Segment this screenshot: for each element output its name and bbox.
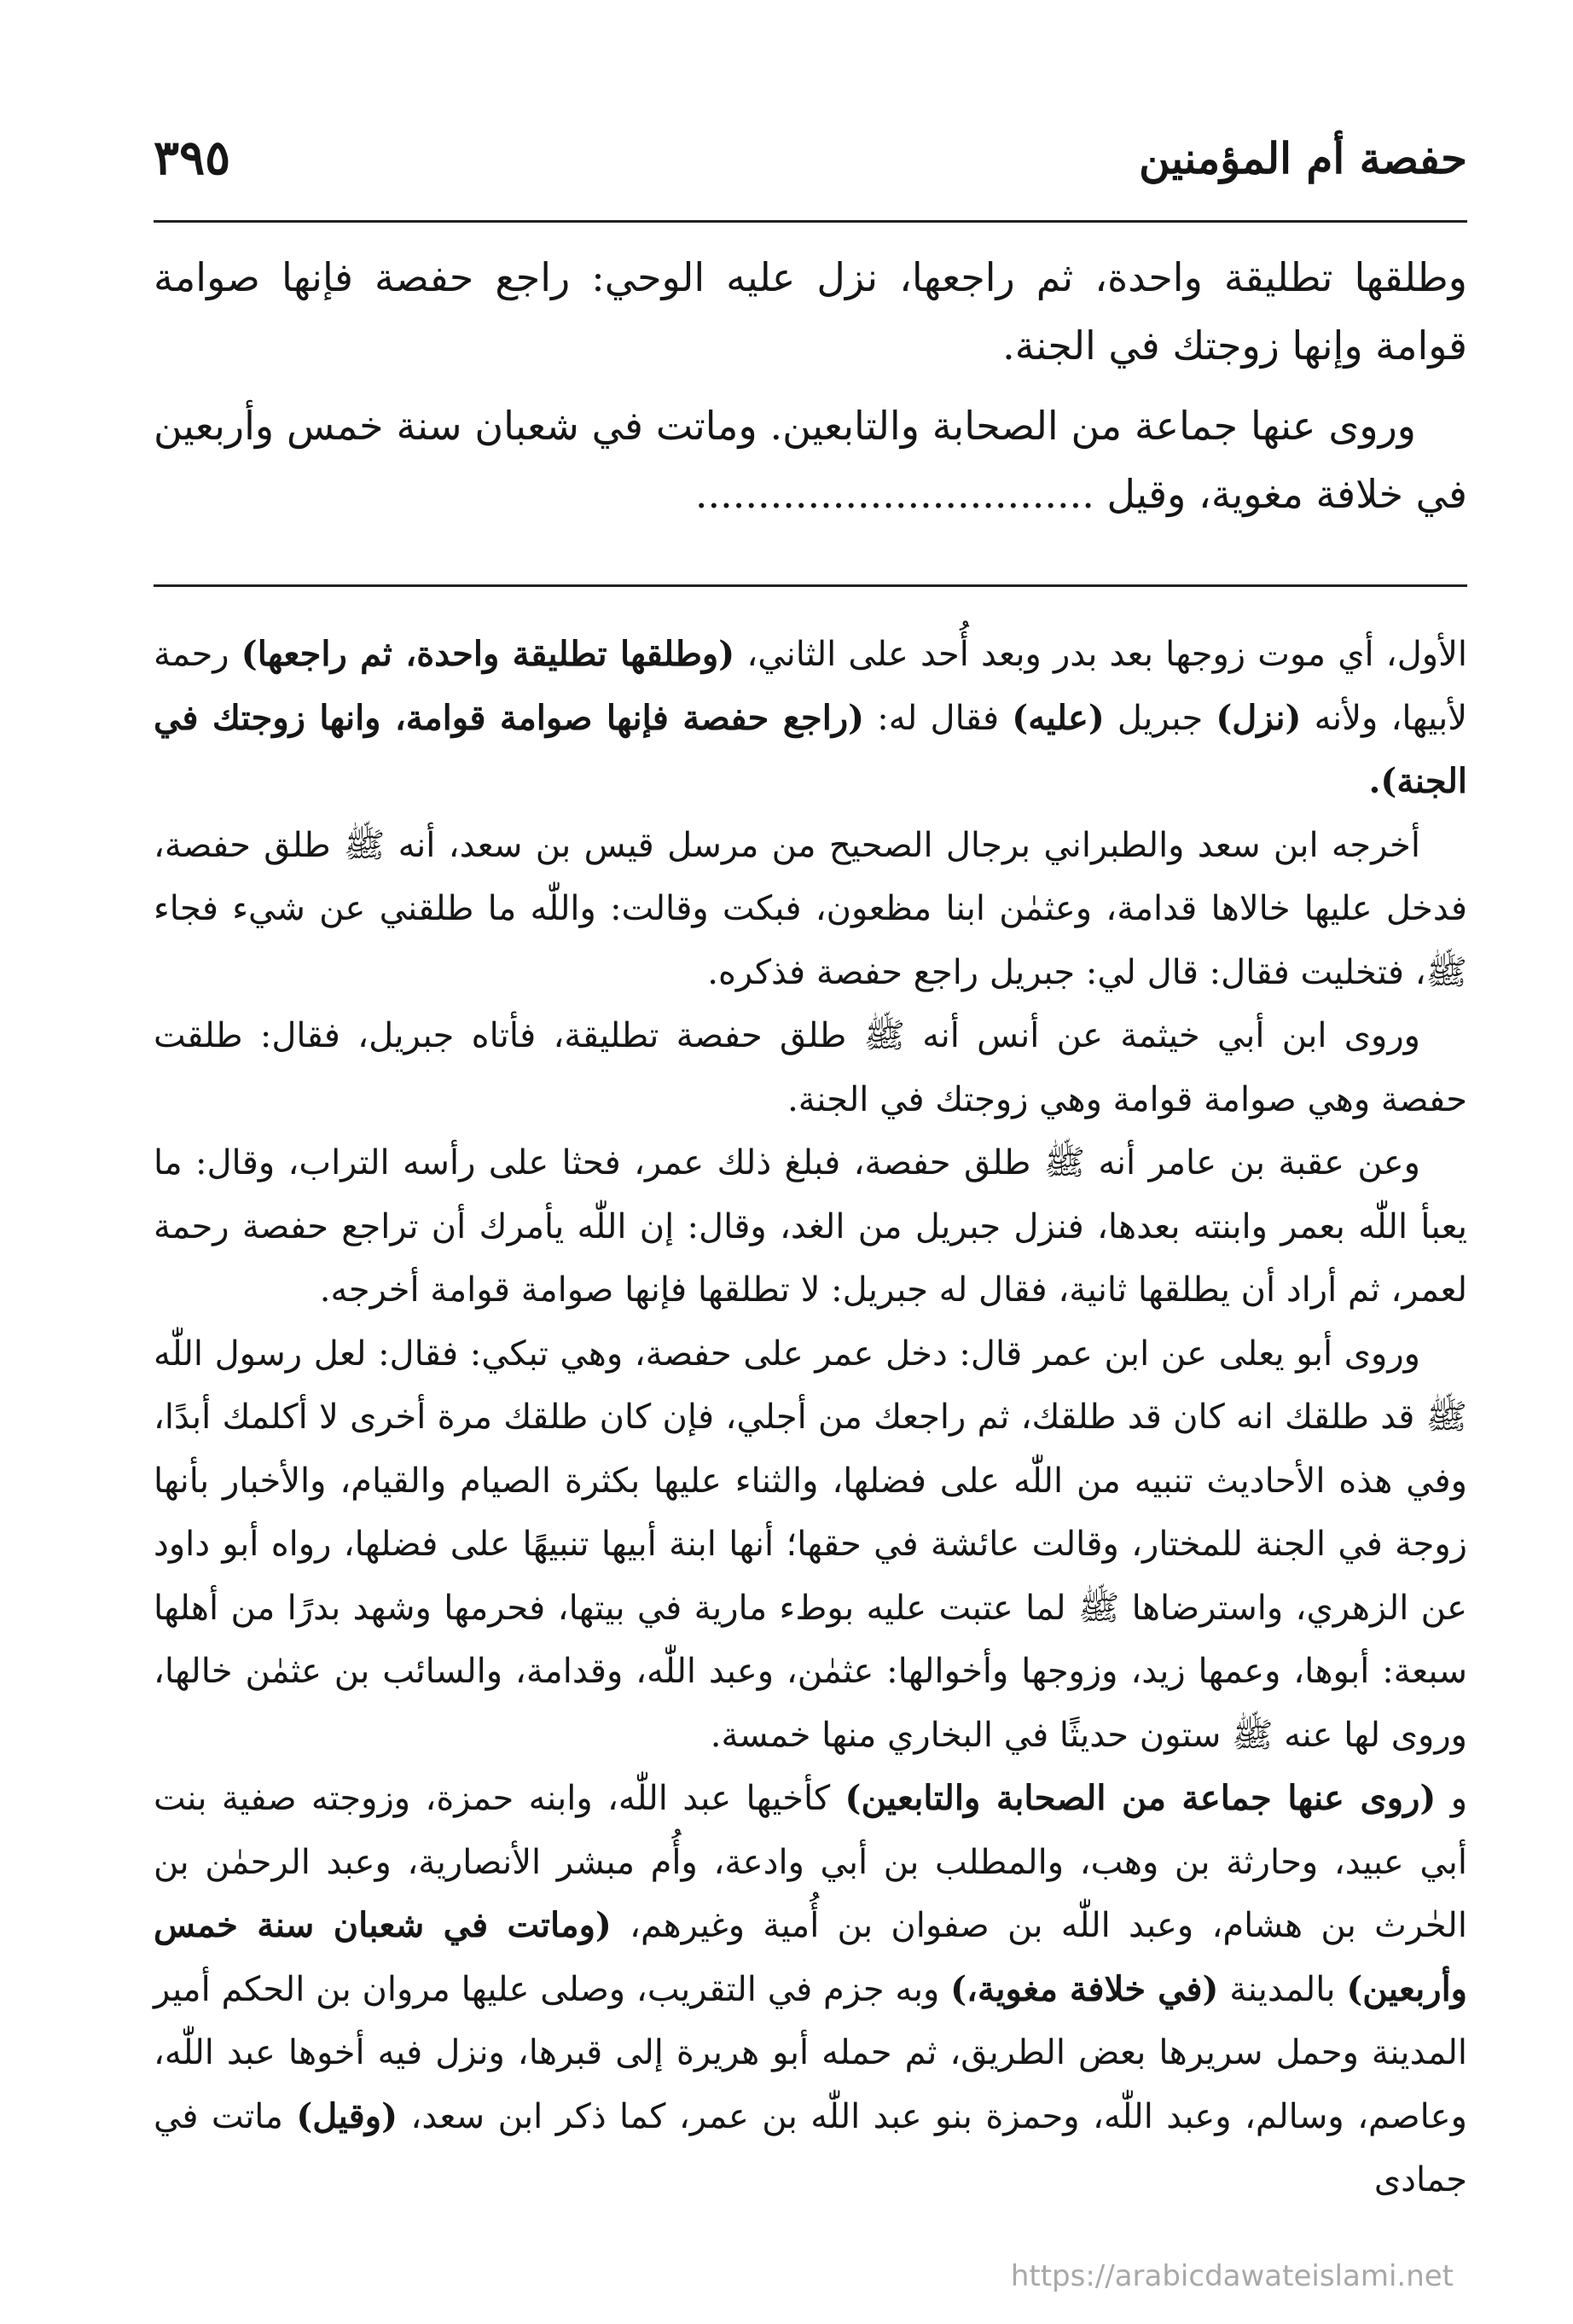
bold-quote: (راجع حفصة فإنها صوامة قوامة، وانها زوجتك في الجنة). — [154, 697, 1467, 801]
bold-quote: (وقيل) — [296, 2095, 398, 2136]
main-text — [154, 243, 1467, 540]
bold-quote: (في خلافة مغوية،) — [950, 1968, 1219, 2009]
separator-rule — [154, 584, 1467, 587]
text-run: و — [1436, 1779, 1468, 1818]
watermark-url: https://arabicdawateislami.net — [1010, 2259, 1454, 2293]
text-run: كأخيها عبد اللّٰه، وابنه حمزة، وزوجته صفية بنت أبي عبيد، وحارثة بن وهب، والمطلب بن أبي وادعة، وأُم مبشر الأنصارية، وعبد الرحمٰن بن الحٰرث بن هشام، وعبد اللّٰه بن صفوان بن أُمية وغيرهم، — [154, 1779, 1467, 1945]
text-run: الأول، أي موت زوجها بعد بدر وبعد أُحد على الثاني، — [734, 635, 1467, 674]
bold-quote: (وماتت في شعبان سنة خمس وأربعين) — [154, 1905, 1467, 2009]
bold-quote: (نزل) — [1216, 697, 1302, 738]
commentary-paragraph: وروى ابن أبي خيثمة عن أنس أنه ﷺ طلق حفصة تطليقة، فأتاه جبريل، فقال: طلقت حفصة وهي صوامة قوامة وهي زوجتك في الجنة. — [154, 1016, 1467, 1119]
text-run: ماتت في جمادى — [154, 2096, 1467, 2199]
text-run: وبه جزم في التقريب، وصلى عليها مروان بن الحكم أمير المدينة وحمل سريرها بعض الطريق، ثم حمله أبو هريرة إلى قبرها، ونزل فيه أخوها عبد اللّٰه، وعاصم، وسالم، وعبد اللّٰه، وحمزة بنو عبد اللّٰه بن عمر، كما ذكر ابن سعد، — [154, 1969, 1467, 2136]
commentary-paragraph: أخرجه ابن سعد والطبراني برجال الصحيح من مرسل قيس بن سعد، أنه ﷺ طلق حفصة، فدخل عليها خالاها قدامة، وعثمٰن ابنا مظعون، فبكت وقالت: واللّٰه ما طلقني عن شيء فجاء ﷺ، فتخليت فقال: قال لي: جبريل راجع حفصة فذكره. — [154, 825, 1468, 992]
main-paragraph — [154, 392, 1467, 528]
commentary-paragraph: وروى أبو يعلى عن ابن عمر قال: دخل عمر على حفصة، وهي تبكي: فقال: لعل رسول اللّٰه ﷺ قد طلقك انه كان قد طلقك، ثم راجعك من أجلي، فإن كان طلقك مرة أخرى لا أكلمك أبدًا، وفي هذه الأحاديث تنبيه من اللّٰه على فضلها، والثناء عليها بكثرة الصيام والقيام، والأخبار بأنها زوجة في الجنة للمختار، وقالت عائشة في حقها؛ أنها ابنة أبيها تنبيهًا على فضلها، رواه أبو داود عن الزهري، واسترضاها ﷺ لما عتبت عليه بوطء مارية في بيتها، فحرمها وشهد بدرًا من أهلها سبعة: أبوها، وعمها زيد، وزوجها وأخوالها: عثمٰن، وعبد اللّٰه، وقدامة، والسائب بن عثمٰن خالها، وروى لها عنه ﷺ ستون حديثًا في البخاري منها خمسة. — [154, 1333, 1467, 1755]
text-run: فقال له: — [864, 698, 1013, 738]
bold-quote: (عليه) — [1012, 697, 1105, 738]
commentary-paragraph: وعن عقبة بن عامر أنه ﷺ طلق حفصة، فبلغ ذلك عمر، فحثا على رأسه التراب، وقال: ما يعبأ اللّٰه بعمر وابنته بعدها، فنزل جبريل من الغد، وقال: إن اللّٰه يأمرك أن تراجع حفصة رحمة لعمر، ثم أراد أن يطلقها ثانية، فقال له جبريل: لا تطلقها فإنها صوامة قوامة أخرجه. — [154, 1143, 1467, 1310]
page-header — [154, 119, 1467, 196]
commentary — [154, 623, 1467, 2212]
page-number: ٣٩٥ — [154, 130, 231, 186]
book-page — [154, 94, 1467, 2278]
main-paragraph: وطلقها تطليقة واحدة، ثم راجعها، نزل عليه الوحي: راجع حفصة فإنها صوامة قوامة وإنها زوجتك في الجنة. — [154, 254, 1467, 369]
bold-quote: (روى عنها جماعة من الصحابة والتابعين) — [845, 1778, 1437, 1818]
text-run: جبريل — [1104, 698, 1216, 738]
text-run: بالمدينة — [1218, 1969, 1347, 2009]
header-rule — [154, 220, 1467, 223]
commentary-paragraph — [154, 1767, 1467, 2212]
ellipsis-dots: ................................ — [694, 471, 1094, 517]
commentary-paragraph — [154, 623, 1467, 814]
bold-quote: (وطلقها تطليقة واحدة، ثم راجعها) — [241, 634, 735, 674]
text-run: رحمة لأبيها، ولأنه — [154, 635, 1468, 738]
main-paragraph-text: وروى عنها جماعة من الصحابة والتابعين. وماتت في شعبان سنة خمس وأربعين في خلافة مغوية، وقيل — [154, 403, 1467, 517]
running-title: حفصة أم المؤمنين — [1139, 132, 1467, 183]
